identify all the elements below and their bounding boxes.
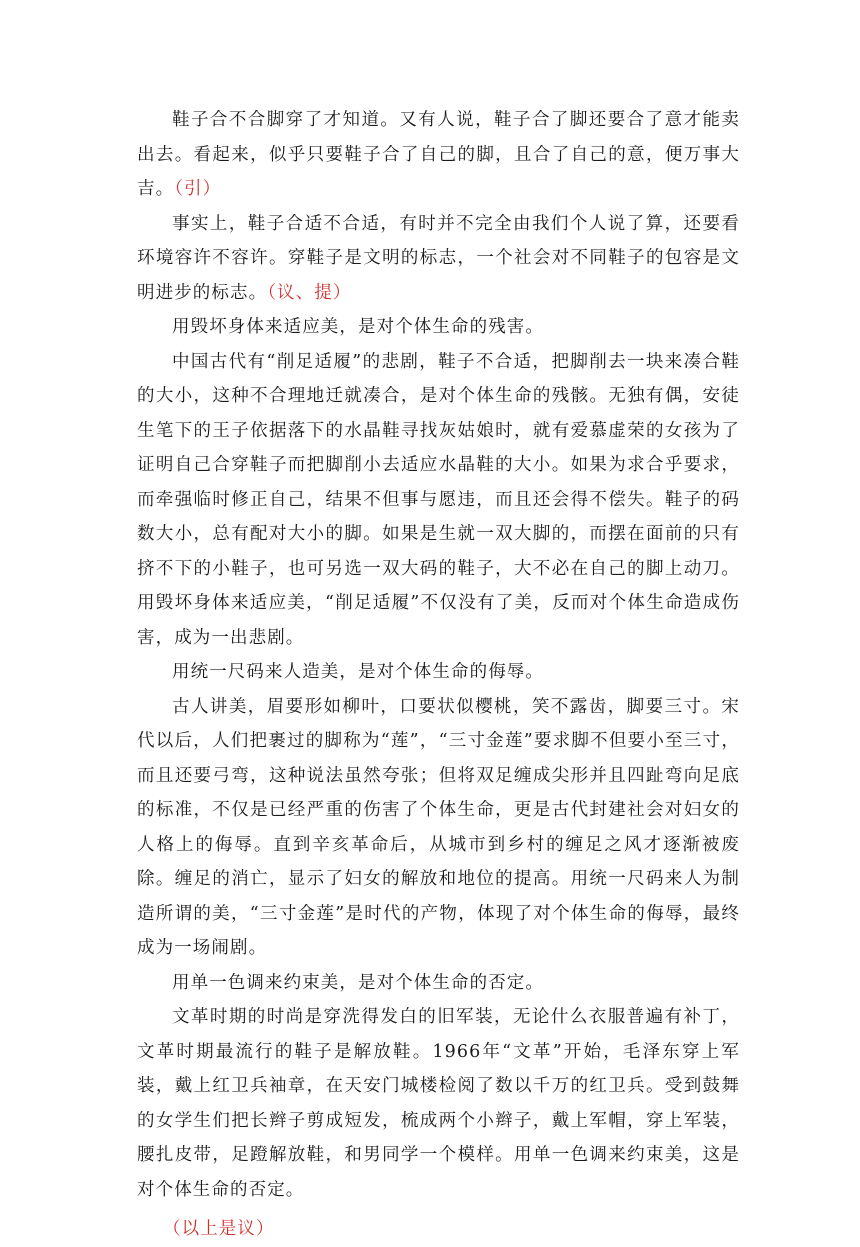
paragraph-text: 中国古代有“削足适履”的悲剧，鞋子不合适，把脚削去一块来凑合鞋的大小，这种不合理地迁就凑合，是对个体生命的残骸。无独有偶，安徒生笔下的王子依据落下的水晶鞋寻找灰姑娘时，就有爱慕虚荣的女孩为了证明自己合穿鞋子而把脚削小去适应水晶鞋的大小。如果为求合乎要求，而牵强临时修正自己，结果不但事与愿违，而且还会得不偿失。鞋子的码数大小，总有配对大小的脚。如果是生就一双大脚的，而摆在面前的只有挤不下的小鞋子，也可另选一双大码的鞋子，大不必在自己的脚上动刀。用毁坏身体来适应美，“削足适履”不仅没有了美，反而对个体生命造成伤害，成为一出悲剧。	[137, 351, 740, 648]
paragraph-argument-3	[137, 1000, 740, 1207]
paragraph-text: 文革时期的时尚是穿洗得发白的旧军装，无论什么衣服普遍有补丁，文革时期最流行的鞋子是解放鞋。1966年“文革”开始，毛泽东穿上军装，戴上红卫兵袖章，在天安门城楼检阅了数以千万的红卫兵。受到鼓舞的女学生们把长辫子剪成短发，梳成两个小辫子，戴上军帽，穿上军装，腰扎皮带，足蹬解放鞋，和男同学一个模样。用单一色调来约束美，这是对个体生命的否定。	[137, 1007, 740, 1200]
subthesis-3	[137, 966, 740, 1001]
annotation-quote: （引）	[174, 179, 222, 199]
paragraph-text: 鞋子合不合脚穿了才知道。又有人说，鞋子合了脚还要合了意才能卖出去。看起来，似乎只要鞋子合了自己的脚，且合了自己的意，便万事大吉。	[137, 110, 740, 199]
paragraph-intro	[137, 103, 740, 207]
annotation-argue-raise: （议、提）	[267, 282, 352, 303]
paragraph-text: 用统一尺码来人造美，是对个体生命的侮辱。	[172, 662, 544, 682]
paragraph-text: 事实上，鞋子合适不合适，有时并不完全由我们个人说了算，还要看环境容许不容许。穿鞋子是文明的标志，一个社会对不同鞋子的包容是文明进步的标志。	[137, 213, 740, 303]
subthesis-2	[137, 655, 740, 690]
paragraph-thesis	[137, 207, 740, 311]
paragraph-text: 用单一色调来约束美，是对个体生命的否定。	[172, 972, 544, 993]
paragraph-argument-2	[137, 690, 740, 966]
subthesis-1	[137, 310, 740, 345]
document-body	[137, 103, 740, 1247]
paragraph-argument-1	[137, 345, 740, 656]
annotation-closing: （以上是议）	[163, 1219, 275, 1239]
paragraph-text: 古人讲美，眉要形如柳叶，口要状似樱桃，笑不露齿，脚要三寸。宋代以后，人们把裹过的脚称为“莲”，“三寸金莲”要求脚不但要小至三寸，而且还要弓弯，这种说法虽然夸张；但将双足缠成尖形并且四趾弯向足底的标准，不仅是已经严重的伤害了个体生命，更是古代封建社会对妇女的人格上的侮辱。直到辛亥革命后，从城市到乡村的缠足之风才逐渐被废除。缠足的消亡，显示了妇女的解放和地位的提高。用统一尺码来人为制造所谓的美，“三寸金莲”是时代的产物，体现了对个体生命的侮辱，最终成为一场闹剧。	[137, 696, 740, 958]
paragraph-text: 用毁坏身体来适应美，是对个体生命的残害。	[172, 317, 544, 337]
